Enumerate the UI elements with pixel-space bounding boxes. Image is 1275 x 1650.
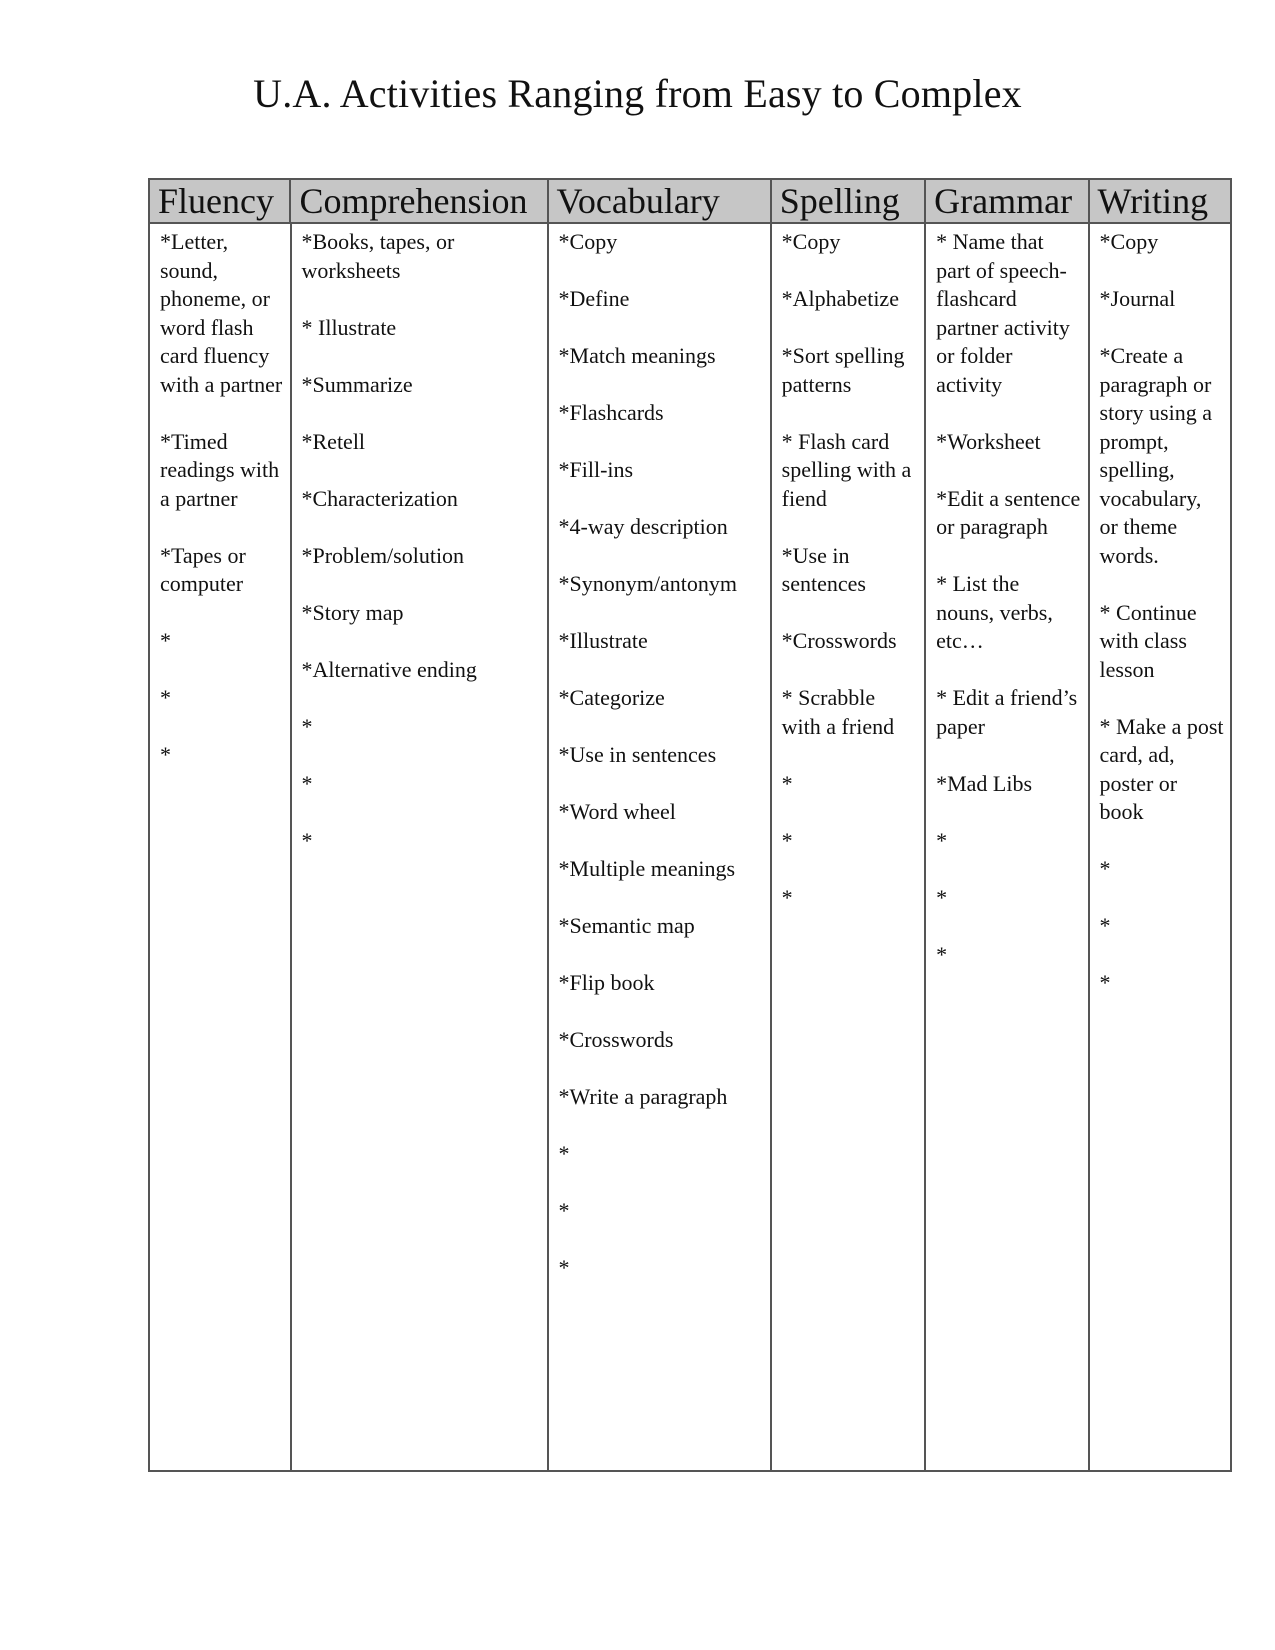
activity-item: * xyxy=(1099,970,1111,995)
activity-item: * xyxy=(558,1255,570,1280)
activity-item: *Match meanings xyxy=(558,343,716,368)
activity-item: * Continue with class lesson xyxy=(1099,599,1197,682)
activity-item: * xyxy=(301,713,313,739)
comprehension-activity-list xyxy=(302,228,541,855)
activity-item: *Problem/solution xyxy=(301,542,465,568)
column-header-vocabulary: Vocabulary xyxy=(549,180,772,222)
activity-item: * xyxy=(558,1141,570,1166)
column-header-grammar: Grammar xyxy=(926,180,1089,222)
activity-item: *Categorize xyxy=(558,685,665,710)
activity-item: *Flip book xyxy=(558,970,655,995)
activity-item: * xyxy=(301,827,313,853)
fluency-column xyxy=(150,224,292,1470)
activity-item: *Edit a sentence or paragraph xyxy=(936,485,1081,539)
activity-item: *Characterization xyxy=(301,485,458,511)
activity-item: *Timed readings with a partner xyxy=(160,428,280,511)
activity-item: * Name that part of speech- flashcard partner activity or folder activity xyxy=(936,229,1070,397)
activity-item: *Synonym/antonym xyxy=(558,571,737,596)
column-header-fluency: Fluency xyxy=(150,180,291,222)
activity-item: *Define xyxy=(558,286,630,311)
activity-item: *Mad Libs xyxy=(936,770,1033,796)
activity-item: * xyxy=(160,742,171,767)
grammar-column xyxy=(926,224,1089,1470)
activity-item: *Worksheet xyxy=(936,428,1041,454)
activity-item: * xyxy=(781,770,793,796)
activity-item: * xyxy=(558,1198,570,1223)
column-header-writing: Writing xyxy=(1097,181,1209,221)
activity-item: * xyxy=(160,628,171,653)
activity-item: *Write a paragraph xyxy=(558,1084,728,1109)
spelling-column xyxy=(772,224,926,1470)
activity-item: * xyxy=(1099,913,1111,938)
grammar-activity-list xyxy=(936,228,1081,969)
activity-item: *Semantic map xyxy=(558,913,695,938)
writing-activity-list xyxy=(1100,228,1224,998)
activity-item: *Sort spelling patterns xyxy=(781,343,905,397)
activity-item: *Copy xyxy=(781,229,841,254)
activity-item: * xyxy=(781,884,793,910)
table-header-row xyxy=(150,180,1230,224)
activity-item: *Tapes or computer xyxy=(160,542,246,596)
activity-item: * xyxy=(1099,856,1111,881)
activity-item: *Use in sentences xyxy=(558,742,717,767)
activity-item: *Alphabetize xyxy=(781,286,899,311)
page-title: U.A. Activities Ranging from Easy to Complex xyxy=(253,71,1022,116)
activity-item: *Fill-ins xyxy=(558,457,634,482)
writing-column xyxy=(1090,224,1230,1470)
activity-item: *Crosswords xyxy=(781,628,897,653)
activity-item: * xyxy=(301,770,313,796)
activity-item: *Journal xyxy=(1099,286,1176,311)
activity-item: *Flashcards xyxy=(558,400,664,425)
activity-item: *Story map xyxy=(301,599,404,625)
vocabulary-activity-list xyxy=(559,228,764,1283)
column-header-spelling: Spelling xyxy=(772,180,926,222)
fluency-activity-list xyxy=(160,228,284,770)
activity-item: *Summarize xyxy=(301,371,413,397)
activity-item: *Copy xyxy=(1099,229,1159,254)
activity-item: *Books, tapes, or worksheets xyxy=(301,229,455,283)
vocabulary-column xyxy=(549,224,772,1470)
activity-item: * xyxy=(936,941,948,967)
activity-item: * List the nouns, verbs, etc… xyxy=(936,571,1053,653)
comprehension-column xyxy=(292,224,549,1470)
activities-table xyxy=(148,178,1232,1472)
activity-item: *Use in sentences xyxy=(781,542,866,596)
table-body-row xyxy=(150,224,1230,1470)
column-header-comprehension: Comprehension xyxy=(291,180,548,222)
activity-item: *Word wheel xyxy=(558,799,676,824)
activity-item: *4-way description xyxy=(558,514,728,539)
activity-item: * Scrabble with a friend xyxy=(781,685,895,739)
activity-item: *Create a paragraph or story using a prompt, spelling, vocabulary, or theme words. xyxy=(1099,343,1212,568)
activity-item: *Letter, sound, phoneme, or word flash card fluency with a partner xyxy=(160,229,283,397)
activity-item: * Make a post card, ad, poster or book xyxy=(1099,713,1224,824)
activity-item: * xyxy=(781,827,793,853)
activity-item: * xyxy=(936,884,948,910)
activity-item: *Multiple meanings xyxy=(558,856,736,881)
activity-item: *Retell xyxy=(301,428,366,454)
activity-item: *Copy xyxy=(558,229,618,254)
activity-item: * xyxy=(160,685,171,710)
activity-item: *Illustrate xyxy=(558,628,648,653)
activity-item: * Flash card spelling with a fiend xyxy=(781,428,912,511)
activity-item: * Illustrate xyxy=(301,314,397,340)
activity-item: * Edit a friend’s paper xyxy=(936,685,1078,739)
activity-item: * xyxy=(936,827,948,853)
activity-item: *Alternative ending xyxy=(301,656,477,682)
activity-item: *Crosswords xyxy=(558,1027,674,1052)
spelling-activity-list xyxy=(782,228,918,912)
